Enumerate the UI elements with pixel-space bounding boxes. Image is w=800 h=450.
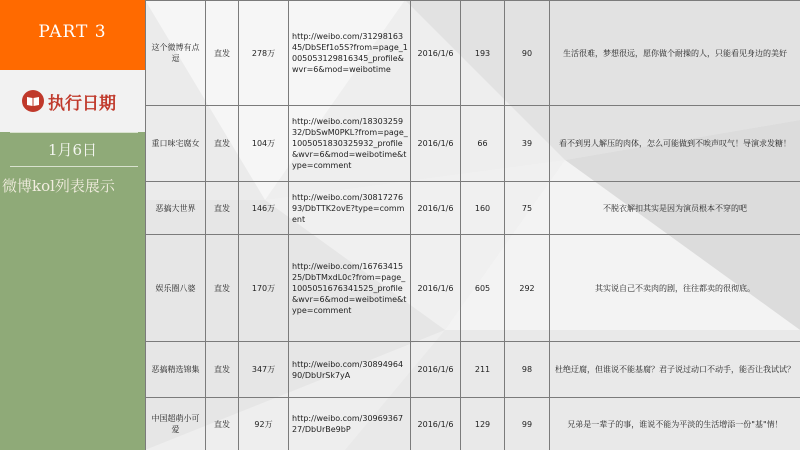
- divider: [10, 166, 138, 167]
- kol-name: 这个微博有点逗: [146, 1, 206, 106]
- metric-a: 193: [461, 1, 505, 106]
- metric-a: 160: [461, 182, 505, 235]
- part-banner: [0, 0, 145, 70]
- post-type: 直发: [206, 235, 239, 342]
- exec-date-label: 执行日期: [48, 93, 116, 114]
- kol-name: 重口味宅腐女: [146, 106, 206, 182]
- post-type: 直发: [206, 1, 239, 106]
- metric-a: 211: [461, 342, 505, 398]
- kol-table: [145, 0, 800, 450]
- metric-a: 129: [461, 398, 505, 450]
- divider: [10, 132, 138, 133]
- table-row: [146, 1, 800, 106]
- table-row: [146, 342, 800, 398]
- post-date: 2016/1/6: [411, 235, 461, 342]
- metric-a: 66: [461, 106, 505, 182]
- kol-name: 恶搞精选锦集: [146, 342, 206, 398]
- metric-b: 90: [505, 1, 550, 106]
- fan-count: 170万: [239, 235, 289, 342]
- metric-b: 75: [505, 182, 550, 235]
- exec-date-header: [0, 70, 145, 132]
- post-date: 2016/1/6: [411, 398, 461, 450]
- post-link[interactable]: http://weibo.com/3089496490/DbUrSk7yA: [289, 342, 411, 398]
- table-row: [146, 182, 800, 235]
- post-link[interactable]: http://weibo.com/3081727693/DbTTK2ovE?type=comment: [289, 182, 411, 235]
- date-value: 1月6日: [47, 141, 98, 159]
- fan-count: 278万: [239, 1, 289, 106]
- book-icon: [22, 90, 44, 112]
- kol-name: 恶搞大世界: [146, 182, 206, 235]
- post-content: 看不到男人解压的肉体，怎么可能做到不唉声叹气！导演求发糖！: [550, 106, 800, 182]
- post-content: 生活很难，梦想很远，愿你做个耐操的人，只能看见身边的美好: [550, 1, 800, 106]
- post-link[interactable]: http://weibo.com/3096936727/DbUrBe9bP: [289, 398, 411, 450]
- post-content: 杜绝迂腐，但谁说不能基腐？君子说过动口不动手，能否让我试试？: [550, 342, 800, 398]
- table-row: [146, 106, 800, 182]
- metric-b: 39: [505, 106, 550, 182]
- table-row: [146, 398, 800, 450]
- post-date: 2016/1/6: [411, 106, 461, 182]
- metric-b: 98: [505, 342, 550, 398]
- kol-name: 中国超萌小可爱: [146, 398, 206, 450]
- kol-name: 娱乐圈八婆: [146, 235, 206, 342]
- post-link[interactable]: http://weibo.com/1676341525/DbTMxdL0c?from=page_1005051676341525_profile&wvr=6&mod=weibotime&type=comment: [289, 235, 411, 342]
- table-row: [146, 235, 800, 342]
- post-content: 不脱衣解扣其实是因为演员根本不穿的吧: [550, 182, 800, 235]
- post-date: 2016/1/6: [411, 182, 461, 235]
- metric-b: 99: [505, 398, 550, 450]
- post-content: 兄弟是一辈子的事，谁说不能为平淡的生活增添一份"基"情！: [550, 398, 800, 450]
- post-type: 直发: [206, 106, 239, 182]
- list-title: 微博kol列表展示: [2, 177, 115, 195]
- fan-count: 347万: [239, 342, 289, 398]
- post-link[interactable]: http://weibo.com/1830325932/DbSwM0PKL?from=page_1005051830325932_profile&wvr=6&mod=weibotime&type=comment: [289, 106, 411, 182]
- sidebar: [0, 0, 145, 450]
- post-type: 直发: [206, 398, 239, 450]
- fan-count: 92万: [239, 398, 289, 450]
- post-type: 直发: [206, 342, 239, 398]
- metric-a: 605: [461, 235, 505, 342]
- post-date: 2016/1/6: [411, 1, 461, 106]
- metric-b: 292: [505, 235, 550, 342]
- part-label: PART 3: [38, 22, 107, 42]
- fan-count: 104万: [239, 106, 289, 182]
- post-content: 其实说自己不卖肉的剧，往往都卖的很彻底。: [550, 235, 800, 342]
- fan-count: 146万: [239, 182, 289, 235]
- post-date: 2016/1/6: [411, 342, 461, 398]
- post-link[interactable]: http://weibo.com/3129816345/DbSEf1o5S?from=page_1005053129816345_profile&wvr=6&mod=weibotime: [289, 1, 411, 106]
- post-type: 直发: [206, 182, 239, 235]
